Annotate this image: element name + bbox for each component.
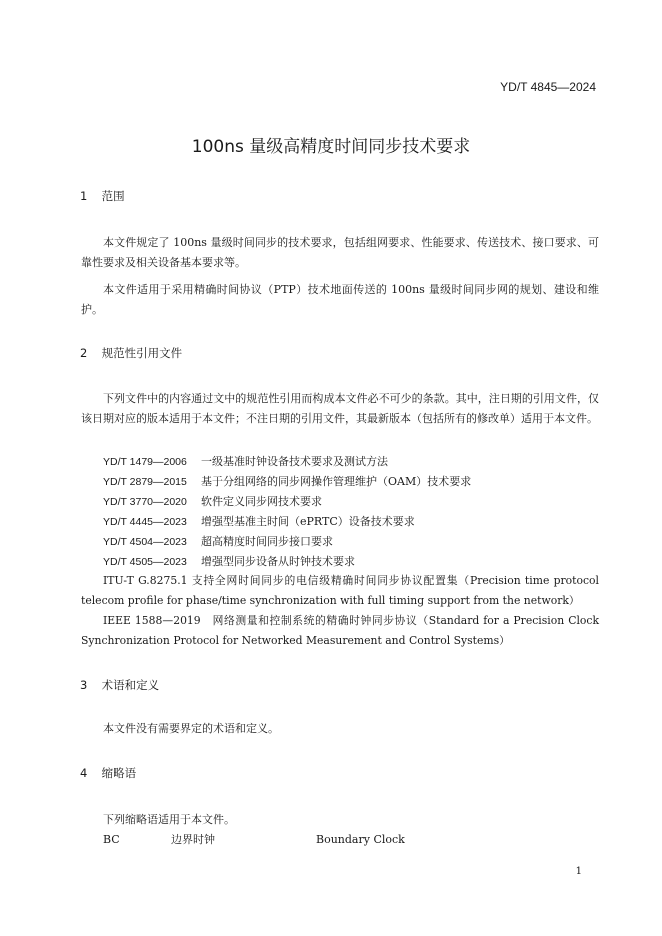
- reference-item: [103, 533, 333, 549]
- abbreviation-english: Boundary Clock: [316, 833, 405, 846]
- section-number: 3: [80, 678, 88, 692]
- page-number: 1: [575, 866, 582, 877]
- reference-title: 增强型同步设备从时钟技术要求: [201, 555, 355, 568]
- section-title: 规范性引用文件: [101, 346, 183, 360]
- reference-title: 一级基准时钟设备技术要求及测试方法: [201, 455, 388, 468]
- reference-code: YD/T 4504—2023: [103, 536, 187, 548]
- reference-code: YD/T 3770—2020: [103, 496, 187, 508]
- section-3-paragraph-1: 本文件没有需要界定的术语和定义。: [103, 722, 279, 735]
- section-3-heading: [80, 677, 159, 693]
- reference-title: 基于分组网络的同步网操作管理维护（OAM）技术要求: [201, 475, 472, 488]
- reference-title: 软件定义同步网技术要求: [201, 495, 322, 508]
- section-2-paragraph-1: 下列文件中的内容通过文中的规范性引用而构成本文件必不可少的条款。其中，注日期的引用文件，仅该日期对应的版本适用于本文件；不注日期的引用文件，其最新版本（包括所有的修改单）适用于本文件。: [81, 392, 599, 425]
- abbreviation-chinese: 边界时钟: [171, 833, 215, 846]
- reference-item: [103, 513, 415, 529]
- section-1-paragraph-1: 本文件规定了 100ns 量级时间同步的技术要求，包括组网要求、性能要求、传送技术、接口要求、可靠性要求及相关设备基本要求等。: [81, 236, 599, 269]
- reference-title: 增强型基准主时间（ePRTC）设备技术要求: [201, 515, 415, 528]
- section-4-heading: [80, 765, 136, 781]
- document-title: 100ns 量级高精度时间同步技术要求: [191, 137, 471, 157]
- document-code: YD/T 4845—2024: [500, 80, 596, 94]
- reference-item: [103, 493, 322, 509]
- reference-item: [103, 553, 355, 569]
- reference-item: [103, 473, 471, 489]
- section-1-paragraph-2: 本文件适用于采用精确时间协议（PTP）技术地面传送的 100ns 量级时间同步网的规划、建设和维护。: [81, 283, 599, 316]
- section-1-heading: [80, 188, 125, 204]
- abbreviation-row: [103, 831, 405, 847]
- section-number: 4: [80, 766, 88, 780]
- section-title: 术语和定义: [101, 678, 160, 692]
- section-number: 1: [80, 189, 88, 203]
- reference-code: YD/T 1479—2006: [103, 456, 187, 468]
- reference-ieee: IEEE 1588—2019 网络测量和控制系统的精确时钟同步协议（Standard for a Precision Clock Synchronization Protocol for Networked Measurement and Control Systems）: [81, 614, 599, 647]
- abbreviation-code: BC: [103, 833, 120, 846]
- section-4-paragraph-1: 下列缩略语适用于本文件。: [103, 813, 235, 826]
- section-number: 2: [80, 346, 88, 360]
- reference-code: YD/T 2879—2015: [103, 476, 187, 488]
- reference-code: YD/T 4505—2023: [103, 556, 187, 568]
- reference-title: 超高精度时间同步接口要求: [201, 535, 333, 548]
- reference-item: [103, 453, 388, 469]
- reference-itu: ITU-T G.8275.1 支持全网时间同步的电信级精确时间同步协议配置集（Precision time protocol telecom profile for phase/time synchronization with full timing support from the network）: [81, 574, 599, 607]
- reference-code: YD/T 4445—2023: [103, 516, 187, 528]
- section-title: 缩略语: [101, 766, 137, 780]
- section-title: 范围: [101, 189, 125, 203]
- section-2-heading: [80, 345, 182, 361]
